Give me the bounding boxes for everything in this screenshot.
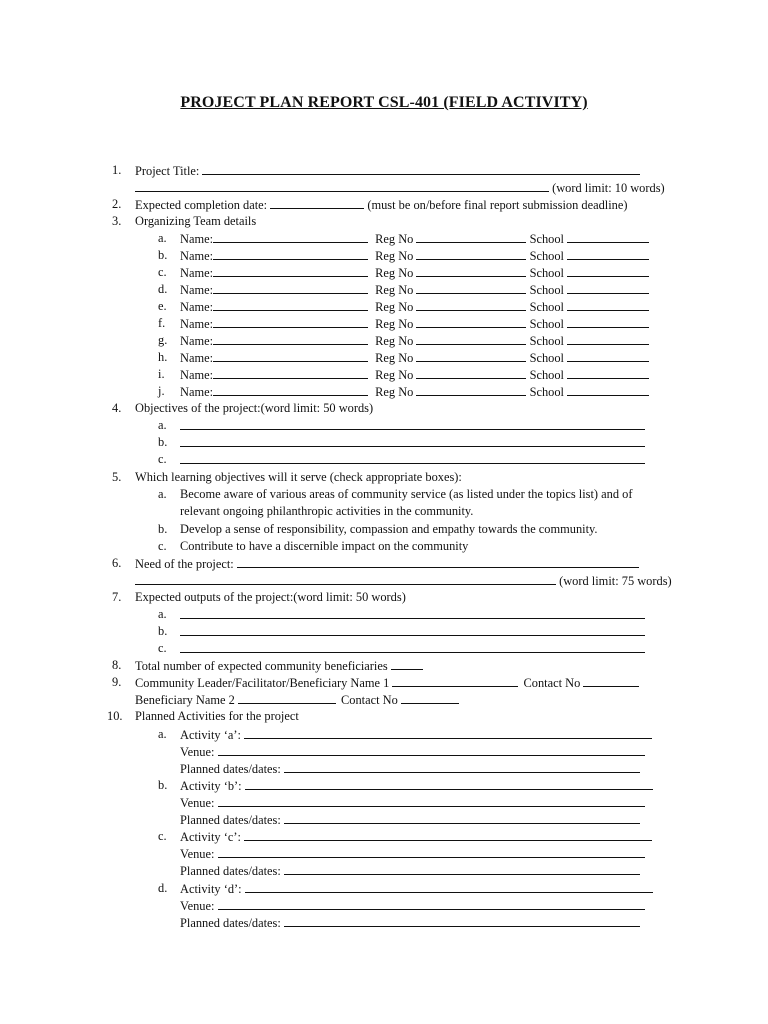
dates-label: Planned dates/dates: (180, 916, 281, 930)
venue-row (180, 743, 645, 760)
member-school-field[interactable] (567, 366, 649, 379)
member-reg-field[interactable] (416, 230, 526, 243)
output-field[interactable] (180, 640, 645, 653)
team-member-row (180, 315, 649, 332)
member-reg-field[interactable] (416, 315, 526, 328)
member-reg-field[interactable] (416, 366, 526, 379)
learning-objective-c: Contribute to have a discernible impact on the community (180, 539, 469, 553)
venue-row (180, 845, 645, 862)
member-school-label: School (529, 232, 564, 246)
dates-label: Planned dates/dates: (180, 813, 281, 827)
objective-field[interactable] (180, 451, 645, 464)
dates-row (180, 811, 640, 828)
team-details-label: Organizing Team details (135, 214, 257, 228)
member-reg-label: Reg No (375, 232, 414, 246)
activity-field[interactable] (244, 726, 652, 739)
item-number-5: 5. (112, 470, 122, 484)
item-number-8: 8. (112, 658, 122, 672)
member-reg-label: Reg No (375, 283, 414, 297)
member-reg-label: Reg No (375, 317, 414, 331)
completion-date-label: Expected completion date: (135, 198, 268, 212)
member-reg-field[interactable] (416, 298, 526, 311)
dates-label: Planned dates/dates: (180, 762, 281, 776)
member-school-field[interactable] (567, 281, 649, 294)
member-name-label: Name: (180, 351, 214, 365)
activity-field[interactable] (245, 880, 653, 893)
dates-field[interactable] (284, 760, 640, 773)
member-name-label: Name: (180, 385, 214, 399)
dates-field[interactable] (284, 914, 640, 927)
member-name-field[interactable] (213, 349, 368, 362)
need-label: Need of the project: (135, 557, 234, 571)
item-number-6: 6. (112, 556, 122, 570)
leader-contact-field[interactable] (583, 674, 639, 687)
member-name-label: Name: (180, 317, 214, 331)
beneficiaries-label: Total number of expected community beneficiaries (135, 659, 388, 673)
activity-row (180, 726, 652, 743)
member-reg-field[interactable] (416, 349, 526, 362)
learning-objective-b: Develop a sense of responsibility, compassion and empathy towards the community. (180, 522, 598, 536)
item-number-2: 2. (112, 197, 122, 211)
beneficiary2-row (135, 691, 459, 708)
team-letter-f: f. (158, 316, 166, 330)
venue-label: Venue: (180, 796, 215, 810)
learning-objective-a-line2: relevant ongoing philanthropic activities in the community. (180, 504, 474, 518)
venue-label: Venue: (180, 847, 215, 861)
activity-label: Activity ‘d’: (180, 882, 242, 896)
activity-label: Activity ‘a’: (180, 728, 241, 742)
output-letter-b: b. (158, 624, 168, 638)
leader-row (135, 674, 639, 691)
member-school-field[interactable] (567, 264, 649, 277)
team-member-row (180, 349, 649, 366)
output-letter-c: c. (158, 641, 167, 655)
member-reg-label: Reg No (375, 266, 414, 280)
member-reg-label: Reg No (375, 300, 414, 314)
dates-row (180, 760, 640, 777)
member-school-field[interactable] (567, 315, 649, 328)
learning-letter-b: b. (158, 522, 168, 536)
venue-field[interactable] (218, 845, 645, 858)
beneficiaries-row (135, 657, 423, 674)
member-reg-label: Reg No (375, 351, 414, 365)
activity-label: Activity ‘b’: (180, 779, 242, 793)
learning-letter-a: a. (158, 487, 167, 501)
team-member-row (180, 247, 649, 264)
team-member-row (180, 366, 649, 383)
venue-field[interactable] (218, 897, 645, 910)
member-reg-field[interactable] (416, 247, 526, 260)
beneficiary2-label: Beneficiary Name 2 (135, 693, 235, 707)
team-member-row (180, 230, 649, 247)
need-field-2[interactable] (135, 572, 556, 585)
project-title-field-2[interactable] (135, 179, 549, 192)
member-name-label: Name: (180, 232, 214, 246)
team-letter-d: d. (158, 282, 168, 296)
dates-row (180, 914, 640, 931)
project-title-row-2 (135, 179, 665, 196)
team-letter-c: c. (158, 265, 167, 279)
activity-row (180, 880, 653, 897)
project-title-field[interactable] (202, 162, 640, 175)
page-title: PROJECT PLAN REPORT CSL-401 (FIELD ACTIVITY) (180, 94, 588, 111)
member-school-label: School (529, 266, 564, 280)
item-number-10: 10. (107, 709, 123, 723)
need-row (135, 555, 639, 572)
member-name-label: Name: (180, 249, 214, 263)
activity-letter-d: d. (158, 881, 168, 895)
item-number-1: 1. (112, 163, 122, 177)
objective-letter-c: c. (158, 452, 167, 466)
member-school-label: School (529, 249, 564, 263)
leader-contact-label: Contact No (523, 676, 581, 690)
objective-field[interactable] (180, 417, 645, 430)
item-number-7: 7. (112, 590, 122, 604)
learning-letter-c: c. (158, 539, 167, 553)
venue-field[interactable] (218, 794, 645, 807)
member-name-field[interactable] (213, 315, 368, 328)
item-number-3: 3. (112, 214, 122, 228)
member-school-label: School (529, 283, 564, 297)
team-letter-i: i. (158, 367, 165, 381)
activity-letter-b: b. (158, 778, 168, 792)
member-name-field[interactable] (213, 230, 368, 243)
output-field[interactable] (180, 623, 645, 636)
team-letter-a: a. (158, 231, 167, 245)
learning-objectives-label: Which learning objectives will it serve (check appropriate boxes): (135, 470, 462, 484)
activity-field[interactable] (244, 828, 652, 841)
activity-row (180, 828, 652, 845)
dates-label: Planned dates/dates: (180, 864, 281, 878)
team-member-row (180, 383, 649, 400)
activities-label: Planned Activities for the project (135, 709, 299, 723)
objective-letter-a: a. (158, 418, 167, 432)
member-school-field[interactable] (567, 298, 649, 311)
member-reg-field[interactable] (416, 332, 526, 345)
leader-label: Community Leader/Facilitator/Beneficiary Name 1 (135, 676, 390, 690)
team-member-row (180, 264, 649, 281)
member-reg-field[interactable] (416, 383, 526, 396)
team-member-row (180, 281, 649, 298)
need-row-2 (135, 572, 672, 589)
team-letter-b: b. (158, 248, 168, 262)
leader-name-field[interactable] (392, 674, 518, 687)
activity-row (180, 777, 653, 794)
member-name-label: Name: (180, 334, 214, 348)
activity-field[interactable] (245, 777, 653, 790)
completion-date-row (135, 196, 627, 213)
member-reg-field[interactable] (416, 264, 526, 277)
member-school-label: School (529, 385, 564, 399)
beneficiary2-name-field[interactable] (238, 691, 336, 704)
team-member-row (180, 298, 649, 315)
team-letter-h: h. (158, 350, 168, 364)
item-number-9: 9. (112, 675, 122, 689)
completion-date-note: (must be on/before final report submission deadline) (367, 198, 628, 212)
team-letter-e: e. (158, 299, 167, 313)
member-school-label: School (529, 368, 564, 382)
team-letter-j: j. (158, 384, 165, 398)
member-name-label: Name: (180, 300, 214, 314)
venue-label: Venue: (180, 745, 215, 759)
member-school-label: School (529, 351, 564, 365)
member-school-field[interactable] (567, 332, 649, 345)
project-title-word-limit: (word limit: 10 words) (552, 181, 665, 195)
member-school-label: School (529, 334, 564, 348)
member-name-field[interactable] (213, 298, 368, 311)
member-name-field[interactable] (213, 281, 368, 294)
item-number-4: 4. (112, 401, 122, 415)
member-name-field[interactable] (213, 332, 368, 345)
dates-row (180, 862, 640, 879)
project-title-label: Project Title: (135, 164, 200, 178)
output-letter-a: a. (158, 607, 167, 621)
member-name-field[interactable] (213, 247, 368, 260)
member-reg-label: Reg No (375, 385, 414, 399)
venue-row (180, 897, 645, 914)
dates-field[interactable] (284, 862, 640, 875)
beneficiaries-field[interactable] (391, 657, 423, 670)
venue-row (180, 794, 645, 811)
beneficiary2-contact-label: Contact No (341, 693, 398, 707)
member-school-field[interactable] (567, 383, 649, 396)
objective-letter-b: b. (158, 435, 168, 449)
member-name-field[interactable] (213, 366, 368, 379)
venue-field[interactable] (218, 743, 645, 756)
member-name-label: Name: (180, 368, 214, 382)
objectives-label: Objectives of the project:(word limit: 50 words) (135, 401, 374, 415)
activity-label: Activity ‘c’: (180, 830, 241, 844)
member-reg-field[interactable] (416, 281, 526, 294)
member-school-label: School (529, 300, 564, 314)
member-school-field[interactable] (567, 230, 649, 243)
activity-letter-c: c. (158, 829, 167, 843)
member-name-label: Name: (180, 266, 214, 280)
member-name-field[interactable] (213, 383, 368, 396)
beneficiary2-contact-field[interactable] (401, 691, 459, 704)
project-title-row (135, 162, 640, 179)
member-reg-label: Reg No (375, 368, 414, 382)
member-reg-label: Reg No (375, 249, 414, 263)
completion-date-field[interactable] (270, 196, 364, 209)
need-field[interactable] (237, 555, 639, 568)
outputs-label: Expected outputs of the project:(word limit: 50 words) (135, 590, 406, 604)
member-school-field[interactable] (567, 349, 649, 362)
team-member-row (180, 332, 649, 349)
objective-field[interactable] (180, 434, 645, 447)
need-word-limit: (word limit: 75 words) (559, 574, 672, 588)
dates-field[interactable] (284, 811, 640, 824)
venue-label: Venue: (180, 899, 215, 913)
member-name-label: Name: (180, 283, 214, 297)
member-name-field[interactable] (213, 264, 368, 277)
member-school-label: School (529, 317, 564, 331)
activity-letter-a: a. (158, 727, 167, 741)
output-field[interactable] (180, 606, 645, 619)
learning-objective-a-line1: Become aware of various areas of community service (as listed under the topics list) and of (180, 487, 633, 501)
member-reg-label: Reg No (375, 334, 414, 348)
team-letter-g: g. (158, 333, 168, 347)
member-school-field[interactable] (567, 247, 649, 260)
